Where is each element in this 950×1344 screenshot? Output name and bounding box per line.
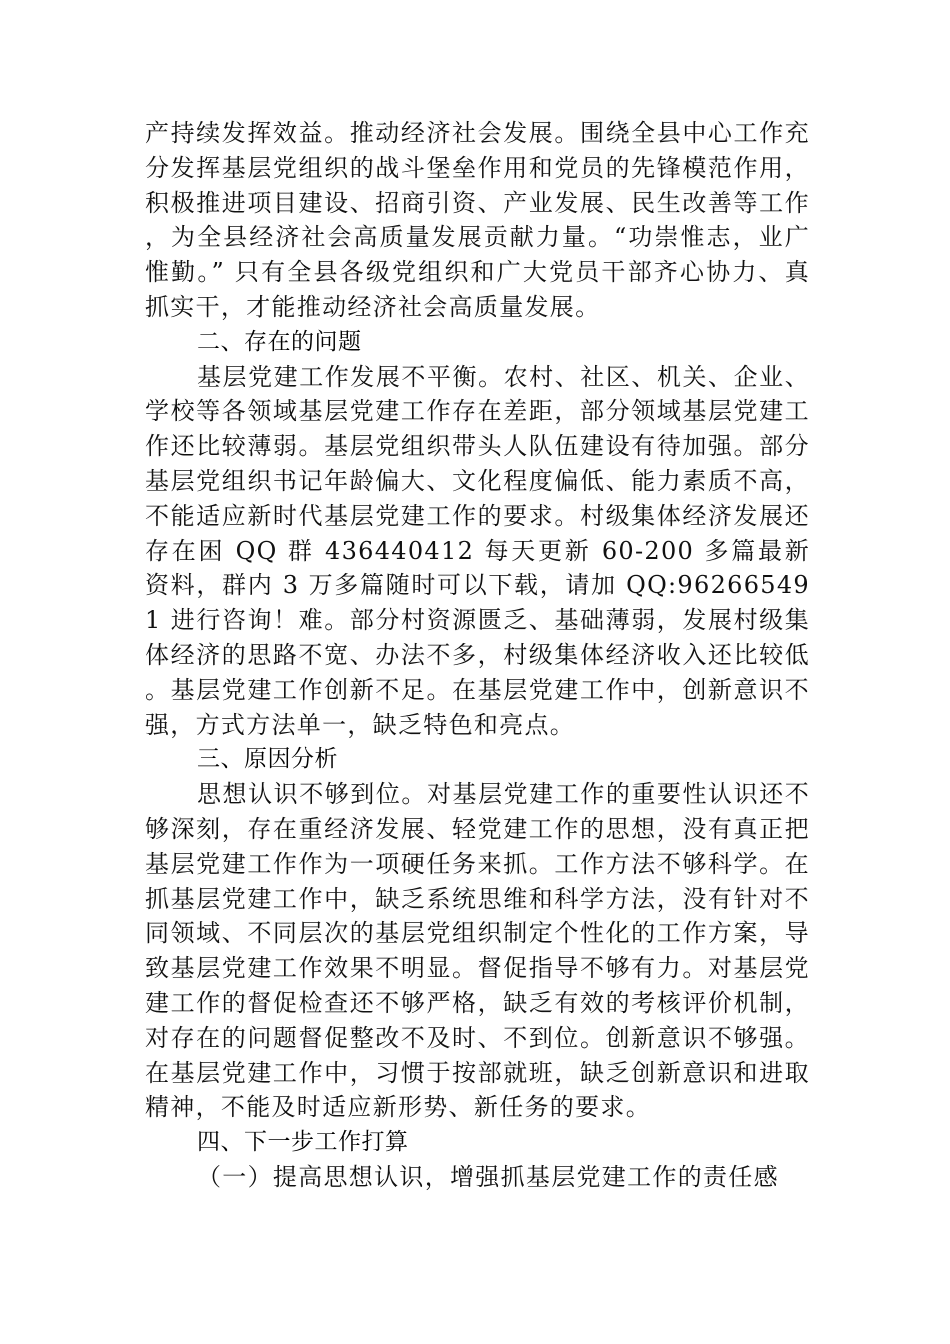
section-4-heading: 四、下一步工作打算	[197, 1129, 409, 1156]
section-4-subheading-1: （一）提高思想认识，增强抓基层党建工作的责任感	[197, 1162, 779, 1191]
intro-paragraph: 产持续发挥效益。推动经济社会发展。围绕全县中心工作充分发挥基层党组织的战斗堡垒作用和党员的先锋模范作用，积极推进项目建设、招商引资、产业发展、民生改善等工作，为全县经济社会高质量发展贡献力量。“功崇惟志，业广惟勤。” 只有全县各级党组织和广大党员干部齐心协力、真抓实干，才能推动经济社会高质量发展。	[145, 119, 810, 321]
section-2-heading: 二、存在的问题	[197, 328, 362, 355]
document-body	[145, 116, 810, 1195]
section-2-paragraph: 基层党建工作发展不平衡。农村、社区、机关、企业、学校等各领域基层党建工作存在差距，部分领域基层党建工作还比较薄弱。基层党组织带头人队伍建设有待加强。部分基层党组织书记年龄偏大、文化程度偏低、能力素质不高，不能适应新时代基层党建工作的要求。村级集体经济发展还存在困 QQ 群 436440412 每天更新 60-200 多篇最新资料，群内 3 万多篇随时可以下载，请加 QQ:962665491 进行咨询！难。部分村资源匮乏、基础薄弱，发展村级集体经济的思路不宽、办法不多，村级集体经济收入还比较低。基层党建工作创新不足。在基层党建工作中，创新意识不强，方式方法单一，缺乏特色和亮点。	[145, 362, 810, 739]
section-3-heading: 三、原因分析	[197, 746, 338, 773]
section-3-paragraph: 思想认识不够到位。对基层党建工作的重要性认识还不够深刻，存在重经济发展、轻党建工作的思想，没有真正把基层党建工作作为一项硬任务来抓。工作方法不够科学。在抓基层党建工作中，缺乏系统思维和科学方法，没有针对不同领域、不同层次的基层党组织制定个性化的工作方案，导致基层党建工作效果不明显。督促指导不够有力。对基层党建工作的督促检查还不够严格，缺乏有效的考核评价机制，对存在的问题督促整改不及时、不到位。创新意识不够强。在基层党建工作中，习惯于按部就班，缺乏创新意识和进取精神，不能及时适应新形势、新任务的要求。	[145, 780, 810, 1122]
